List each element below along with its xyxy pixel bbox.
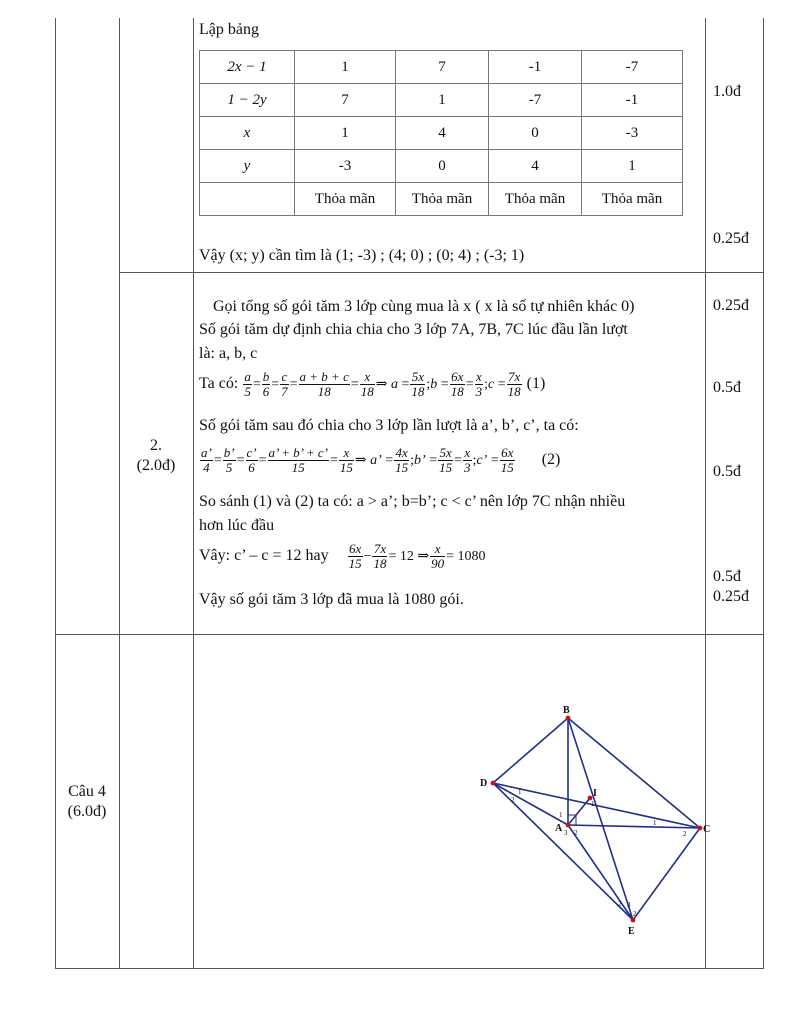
- solution-line: Số gói tăm sau đó chia cho 3 lớp lần lượt là a’, b’, c’, ta có:: [199, 417, 579, 434]
- angle-mark: 1: [653, 819, 657, 827]
- score: 0.5đ: [713, 568, 741, 585]
- grid-line: [55, 18, 56, 969]
- angle-mark: 3: [564, 829, 568, 837]
- table-cell: -7: [489, 84, 582, 117]
- table-cell: 4: [489, 150, 582, 183]
- segment-BE: [568, 718, 633, 920]
- score: 0.5đ: [713, 379, 741, 396]
- score: 0.25đ: [713, 588, 749, 605]
- solution-conclusion: Vậy (x; y) cần tìm là (1; -3) ; (4; 0) ; (0; 4) ; (-3; 1): [199, 247, 525, 264]
- grid-line: [119, 272, 764, 273]
- part-number: 2.: [150, 437, 162, 454]
- answer-grid: [55, 18, 764, 969]
- angle-mark: 1: [591, 800, 595, 808]
- table-cell: -1: [582, 84, 683, 117]
- table-cell: -7: [582, 51, 683, 84]
- equation-tag: (1): [526, 375, 546, 393]
- solution-line: là: a, b, c: [199, 345, 258, 362]
- equation-tag: (2): [541, 451, 561, 469]
- solution-line: So sánh (1) và (2) ta có: a > a’; b=b’; c < c’ nên lớp 7C nhận nhiều: [199, 493, 626, 510]
- table-cell: Thỏa mãn: [396, 183, 489, 216]
- vertex-point: [566, 716, 571, 721]
- table-cell: 4: [396, 117, 489, 150]
- vertex-point: [698, 826, 703, 831]
- equation-3: Vây: c’ – c = 12 hay $\frac{6x}{15}$ − $\frac{7x}{18}$ = 12 ⇒ $\frac{x}{90}$ = 1080: [199, 541, 486, 571]
- table-cell: 1: [295, 51, 396, 84]
- segment-BC: [568, 718, 700, 828]
- point-label: E: [628, 926, 635, 937]
- solution-line: Số gói tăm dự định chia chia cho 3 lớp 7A, 7B, 7C lúc đầu lần lượt: [199, 321, 628, 338]
- angle-mark: 2: [574, 829, 578, 837]
- grid-line: [193, 18, 194, 969]
- vertex-point: [631, 918, 636, 923]
- table-row: [200, 117, 683, 150]
- point-label: A: [555, 823, 563, 834]
- table-cell: 0: [396, 150, 489, 183]
- solution-line: Vậy số gói tăm 3 lớp đã mua là 1080 gói.: [199, 591, 464, 608]
- table-cell: x: [200, 117, 295, 150]
- score: 0.5đ: [713, 463, 741, 480]
- point-label: B: [563, 705, 570, 716]
- grid-line: [55, 634, 764, 635]
- segment-BD: [493, 718, 568, 783]
- table-cell: 7: [396, 51, 489, 84]
- angle-mark: 1: [518, 788, 522, 796]
- score: 0.25đ: [713, 297, 749, 314]
- part-points: (2.0đ): [136, 457, 176, 474]
- table-cell: 1: [295, 117, 396, 150]
- geometry-figure: [475, 698, 775, 938]
- table-cell: -3: [295, 150, 396, 183]
- table-cell: -3: [582, 117, 683, 150]
- solution-line: hơn lúc đầu: [199, 517, 275, 534]
- grid-line: [119, 18, 120, 969]
- equation-prefix: Ta có:: [199, 375, 239, 393]
- table-cell: 2x − 1: [200, 51, 295, 84]
- table-row: [200, 51, 683, 84]
- question-number: Câu 4: [68, 783, 106, 800]
- table-cell: Thỏa mãn: [582, 183, 683, 216]
- table-cell: -1: [489, 51, 582, 84]
- table-cell: 1: [396, 84, 489, 117]
- vertex-point: [491, 781, 496, 786]
- segment-AC: [568, 825, 700, 828]
- point-label: C: [703, 824, 711, 835]
- table-cell: 1: [582, 150, 683, 183]
- grid-line: [55, 968, 764, 969]
- table-intro: Lập bảng: [199, 21, 259, 38]
- table-cell: Thỏa mãn: [295, 183, 396, 216]
- point-label: I: [593, 788, 597, 799]
- segment-CE: [633, 828, 700, 920]
- equation-2: $\frac{a’}{4}$ = $\frac{b’}{5}$ = $\frac{c’}{6}$ = $\frac{a’ + b’ + c’}{15}$ = $\frac{x}{15}$ ⇒ a’ = $\frac{4x}{15}$ ;b’ = $\frac{5x}{15}$ = $\frac{x}{3}$ ;c’ = $\frac{6x}{15}$ (2): [201, 445, 561, 475]
- solution-line: Gọi tổng số gói tăm 3 lớp cùng mua là x ( x là số tự nhiên khác 0): [213, 298, 635, 315]
- score: 1.0đ: [713, 83, 741, 100]
- angle-mark: 1: [559, 811, 563, 819]
- table-row: [200, 183, 683, 216]
- equation-prefix: Vây: c’ – c = 12 hay: [199, 547, 329, 565]
- angle-mark: 2: [633, 910, 637, 918]
- table-cell: 7: [295, 84, 396, 117]
- vertex-point: [566, 823, 571, 828]
- table-cell: 0: [489, 117, 582, 150]
- angle-mark: 2: [683, 830, 687, 838]
- angle-mark: 3: [627, 901, 631, 909]
- table-cell: Thỏa mãn: [489, 183, 582, 216]
- table-cell: 1 − 2y: [200, 84, 295, 117]
- angle-mark: 2: [511, 796, 515, 804]
- angle-mark: 2: [618, 900, 622, 908]
- point-label: D: [480, 778, 488, 789]
- table-cell: [200, 183, 295, 216]
- table-row: [200, 150, 683, 183]
- question-points: (6.0đ): [67, 803, 107, 820]
- score: 0.25đ: [713, 230, 749, 247]
- segment-AE: [568, 825, 633, 920]
- equation-1: Ta có: $\frac{a}{5}$ = $\frac{b}{6}$ = $\frac{c}{7}$ = $\frac{a + b + c}{18}$ = $\frac{x}{18}$ ⇒ a = $\frac{5x}{18}$ ;b = $\frac{6x}{18}$ = $\frac{x}{3}$ ;c = $\frac{7x}{18}$ (1): [199, 369, 546, 399]
- table-row: [200, 84, 683, 117]
- table-cell: y: [200, 150, 295, 183]
- values-table: [199, 50, 683, 216]
